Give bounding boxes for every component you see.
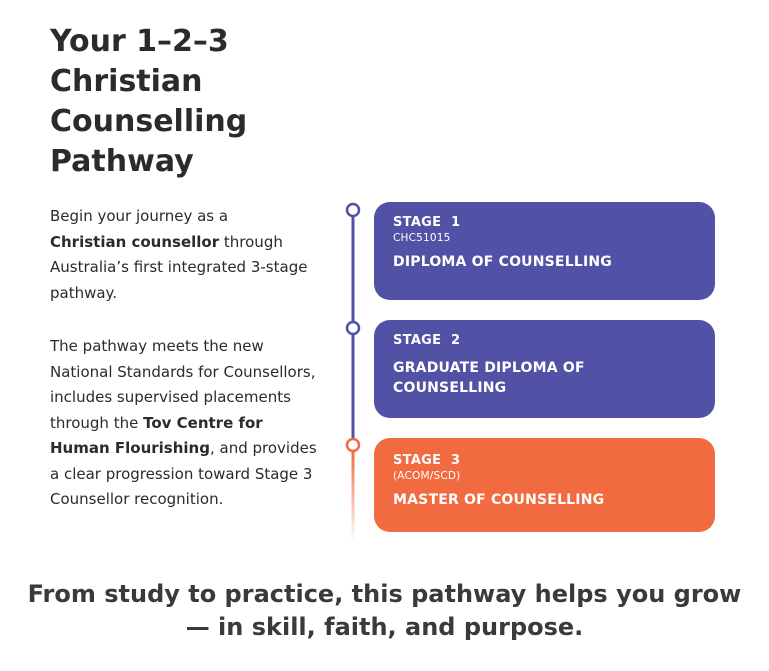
- tagline-line: From study to practice, this pathway helps you grow: [27, 580, 742, 608]
- timeline-node-stage-1: [347, 204, 359, 216]
- stage-code: CHC51015: [393, 232, 451, 244]
- stage-name: MASTER OF COUNSELLING: [393, 492, 605, 508]
- page-title: [50, 22, 350, 182]
- standards-paragraph: [50, 334, 325, 513]
- stage-label: STAGE 3: [393, 453, 461, 468]
- stage-1-card: [374, 202, 715, 300]
- pathway-timeline: [343, 200, 363, 545]
- stage-3-card: [374, 438, 715, 532]
- timeline-node-stage-3: [347, 439, 359, 451]
- footer-tagline: [20, 578, 749, 644]
- stage-label: STAGE 1: [393, 215, 461, 230]
- stage-name: GRADUATE DIPLOMA OF COUNSELLING: [393, 360, 585, 396]
- stage-code: (ACOM/SCD): [393, 470, 461, 482]
- title-line: Counselling: [50, 104, 248, 139]
- intro-bold-text: Christian counsellor: [50, 232, 220, 251]
- standards-text: The pathway meets the new National Standards for Counsellors, includes supervised placements through the: [50, 337, 316, 432]
- intro-text: through Australia’s first integrated 3-stage pathway.: [50, 232, 308, 302]
- title-line: Your 1–2–3: [50, 24, 229, 59]
- timeline-line-orange: [352, 451, 355, 543]
- stage-2-card: [374, 320, 715, 418]
- intro-paragraph: [50, 204, 325, 306]
- stage-label: STAGE 2: [393, 333, 461, 348]
- intro-text: Begin your journey as a: [50, 207, 229, 225]
- standards-text: , and provides a clear progression toward Stage 3 Counsellor recognition.: [50, 439, 317, 508]
- tov-centre-name: Tov Centre for Human Flourishing: [50, 413, 263, 457]
- title-line: Pathway: [50, 144, 194, 179]
- tagline-line: — in skill, faith, and purpose.: [185, 613, 584, 641]
- title-line: Christian: [50, 64, 203, 99]
- stage-name: DIPLOMA OF COUNSELLING: [393, 254, 612, 270]
- timeline-node-stage-2: [347, 322, 359, 334]
